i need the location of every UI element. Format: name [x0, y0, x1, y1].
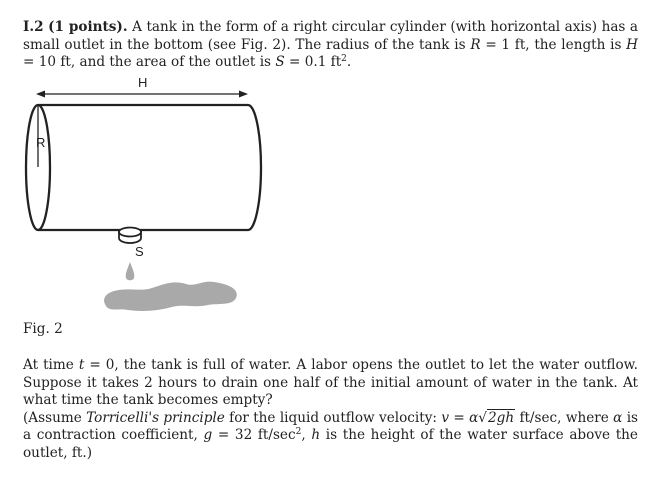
- cylinder-tank: [26, 105, 261, 230]
- intro-end: .: [346, 54, 352, 70]
- g-exponent: 2: [295, 427, 302, 437]
- units-where: ft/sec, where: [519, 409, 609, 426]
- sqrt-content: 2gh: [487, 409, 515, 426]
- h-symbol: h: [311, 427, 321, 443]
- g-value: = 32 ft/sec: [217, 427, 296, 443]
- water-puddle: [104, 282, 237, 311]
- g-comma: ,: [301, 427, 306, 443]
- principle-name: Torricelli's principle: [86, 409, 225, 426]
- velocity-symbol: v: [441, 409, 449, 426]
- intro-text: A tank in the form of a right circular cylinder (with horizontal axis) has a small outlet in the bottom (see Fig. 2). The radius of the tank is: [23, 19, 639, 53]
- question-body: = 0, the tank is full of water. A labor opens the outlet to let the water outflow. Suppose it takes 2 hours to drain one half of the initial amount of water in the tank. At what time the tank becomes empty?: [23, 357, 638, 408]
- alpha-desc: is a contraction coefficient,: [23, 409, 639, 443]
- time-symbol: t: [78, 357, 85, 373]
- area-symbol: S: [275, 54, 285, 70]
- length-label: H: [138, 75, 148, 90]
- length-value: = 10 ft, and the area of the outlet is: [23, 54, 272, 70]
- problem-points: (1 points).: [48, 19, 128, 35]
- h-desc: is the height of the water surface above the outlet, ft.): [23, 427, 638, 461]
- length-dimension-arrow: [36, 91, 248, 98]
- alpha-symbol: α: [469, 409, 479, 426]
- outlet: [119, 228, 141, 244]
- problem-number: I.2: [23, 19, 44, 35]
- water-drop: [126, 262, 135, 280]
- alpha-symbol-2: α: [613, 409, 623, 426]
- g-symbol: g: [203, 427, 213, 443]
- figure-caption: Fig. 2: [23, 321, 63, 337]
- problem-statement: [23, 19, 638, 72]
- area-value: = 0.1 ft: [289, 54, 342, 70]
- tank-figure: [18, 74, 278, 319]
- equals-sign: =: [453, 409, 465, 426]
- radius-label: R: [36, 135, 46, 150]
- question-text: At time t = 0, the tank is full of water. A labor opens the outlet to let the water outflow. Suppose it takes 2 hours to drain one half of the initial amount of water in the tank. At what time the tank becomes empty? (Assume Torricelli's principle for the liquid outflow velocity: v = α√2gh ft/sec, where α is a contraction coefficient, g = 32 $ft/\sec^2$, h is the height of the water surface above the outlet, ft.): [23, 357, 639, 461]
- velocity-intro: for the liquid outflow velocity:: [229, 409, 437, 426]
- radius-value: = 1 ft, the length is: [485, 36, 622, 53]
- assume-open: (Assume: [23, 409, 82, 426]
- question-pre: At time: [23, 357, 74, 373]
- area-exponent: 2: [341, 54, 347, 64]
- length-symbol: H: [626, 36, 639, 53]
- outlet-label: S: [135, 244, 144, 259]
- radius-symbol: R: [470, 36, 481, 53]
